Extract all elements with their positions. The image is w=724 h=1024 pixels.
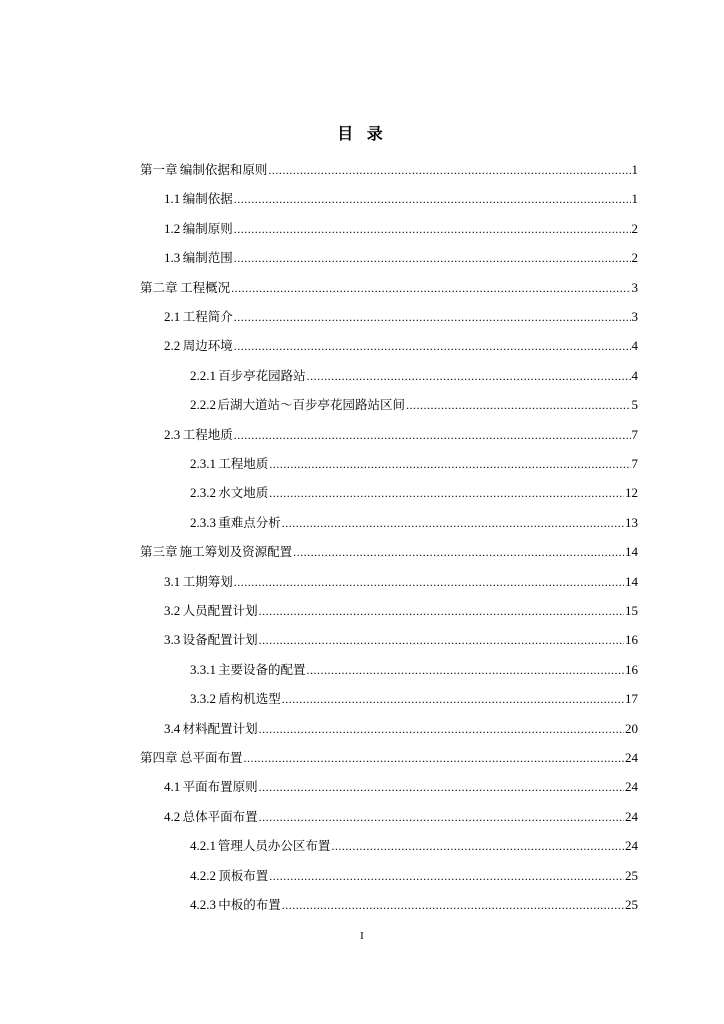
toc-entry-page: 14 [625,573,638,589]
toc-entry[interactable] [164,807,638,827]
toc-entry-title: 设备配置计划 [182,632,258,648]
toc-entry-number: 第三章 [140,544,178,560]
toc-entry[interactable] [164,630,638,650]
toc-entry-page: 24 [625,779,638,795]
dot-leader [331,836,624,856]
dot-leader [234,307,631,327]
toc-entry-page: 1 [631,191,638,207]
toc-entry-title: 工程概况 [180,279,231,295]
toc-entry-title: 主要设备的配置 [218,661,306,677]
toc-entry-page: 16 [625,632,638,648]
toc-entry-title: 编制原则 [182,220,233,236]
toc-entry-title: 重难点分析 [218,514,281,530]
dot-leader [259,630,624,650]
toc-entry-number: 4.2.2 [190,867,216,883]
toc-entry-title: 工程简介 [182,309,233,324]
toc-entry-page: 2 [631,250,638,266]
toc-entry-number: 第一章 [140,162,178,177]
toc-entry-page: 24 [625,838,638,854]
toc-entry-title: 水文地质 [218,485,269,501]
dot-leader [282,895,624,915]
toc-entry-title: 工程地质 [182,426,233,442]
toc-entry-number: 2.1 [164,309,181,324]
dot-leader [269,483,624,503]
toc-entry[interactable] [190,895,638,915]
toc-entry-page: 12 [625,485,638,501]
toc-entry-page: 25 [625,897,638,912]
toc-entry-title: 材料配置计划 [182,720,258,736]
dot-leader [268,160,630,180]
toc-entry-title: 中板的布置 [218,897,281,912]
toc-entry-title: 编制范围 [182,250,233,266]
dot-leader [282,513,624,533]
toc-entry-number: 4.2.3 [190,897,216,912]
toc-entry-number: 3.3 [164,632,181,648]
toc-entry-number: 2.3.2 [190,485,216,501]
dot-leader [259,807,624,827]
toc-entry-number: 第二章 [140,279,178,295]
toc-entry-title: 人员配置计划 [182,603,258,618]
toc-entry-number: 3.2 [164,603,181,618]
toc-entry[interactable] [140,748,638,768]
toc-entry-number: 2.3 [164,426,181,442]
toc-entry-page: 4 [631,338,638,354]
toc-entry-page: 24 [625,808,638,824]
dot-leader [234,572,624,592]
toc-entry[interactable] [164,248,638,268]
toc-entry[interactable] [164,601,638,621]
toc-entry-title: 管理人员办公区布置 [217,838,331,854]
toc-entry[interactable] [190,689,638,709]
toc-entry-page: 5 [631,397,638,413]
toc-entry-title: 总平面布置 [179,750,243,765]
toc-entry[interactable] [140,160,638,180]
toc-entry-number: 2.2.1 [190,367,216,383]
toc-entry-page: 1 [631,162,638,177]
toc-title: 目 录 [337,124,387,143]
toc-entry-page: 14 [625,544,638,560]
toc-entry[interactable] [190,660,638,680]
toc-entry[interactable] [164,336,638,356]
toc-entry[interactable] [190,513,638,533]
toc-entry-page: 13 [625,514,638,530]
toc-entry-number: 1.1 [164,191,181,207]
dot-leader [259,777,624,797]
toc-entry-title: 后湖大道站～百步亭花园路站区间 [217,397,405,413]
dot-leader [243,748,624,768]
toc-entry-number: 第四章 [140,750,178,765]
dot-leader [269,866,624,886]
toc-entry-number: 2.3.1 [190,456,216,471]
toc-entry[interactable] [190,395,638,415]
toc-entry-number: 3.3.2 [190,691,216,707]
dot-leader [307,660,624,680]
toc-entry-number: 1.3 [164,250,181,266]
toc-entry[interactable] [190,483,638,503]
toc-entry[interactable] [164,219,638,239]
toc-entry-title: 总体平面布置 [182,808,258,824]
toc-entry-number: 1.2 [164,220,181,236]
toc-entry[interactable] [164,189,638,209]
toc-entry-title: 盾构机选型 [218,691,281,707]
toc-entry-page: 7 [631,426,638,442]
toc-entry[interactable] [190,366,638,386]
toc-entry-title: 平面布置原则 [182,779,258,795]
toc-entry-title: 施工筹划及资源配置 [179,544,293,560]
toc-entry-title: 编制依据和原则 [179,162,268,177]
dot-leader [259,601,624,621]
toc-entry-page: 24 [625,750,638,765]
dot-leader [269,454,630,474]
toc-entry[interactable] [164,719,638,739]
toc-entry-page: 7 [631,456,638,471]
toc-entry-page: 15 [625,603,638,618]
toc-entry-number: 4.2.1 [190,838,216,854]
dot-leader [234,189,631,209]
dot-leader [406,395,631,415]
toc-entry-page: 4 [631,367,638,383]
toc-entry[interactable] [140,542,638,562]
toc-entry-page: 2 [631,220,638,236]
page-number: I [360,930,364,942]
toc-entry-number: 3.4 [164,720,181,736]
toc-entry[interactable] [164,425,638,445]
toc-entry-page: 3 [631,279,638,295]
toc-entry-number: 3.3.1 [190,661,216,677]
dot-leader [234,425,631,445]
dot-leader [234,336,631,356]
toc-entry[interactable] [164,307,638,327]
toc-entry-title: 百步亭花园路站 [218,367,306,383]
toc-entry-number: 2.3.3 [190,514,216,530]
toc-entry-page: 3 [631,309,638,324]
toc-entry-page: 16 [625,661,638,677]
toc-entry-title: 周边环境 [182,338,233,354]
toc-entry[interactable] [190,866,638,886]
dot-leader [234,248,631,268]
toc-entry-page: 17 [625,691,638,707]
dot-leader [282,689,624,709]
toc-entry-title: 编制依据 [182,191,233,207]
toc-entry-number: 3.1 [164,573,181,589]
toc-entry-page: 20 [625,720,638,736]
toc-entry[interactable] [164,572,638,592]
toc-entry[interactable] [164,777,638,797]
toc-entry[interactable] [140,278,638,298]
toc-entry-number: 4.1 [164,779,181,795]
toc-entry-title: 顶板布置 [218,867,269,883]
toc-entry-title: 工程地质 [218,456,269,471]
toc-entry[interactable] [190,836,638,856]
toc-entry-number: 2.2.2 [190,397,216,413]
toc-entry[interactable] [190,454,638,474]
toc-entry-number: 4.2 [164,808,181,824]
toc-entry-number: 2.2 [164,338,181,354]
toc-entry-title: 工期筹划 [182,573,233,589]
dot-leader [259,719,624,739]
dot-leader [293,542,624,562]
dot-leader [231,278,630,298]
dot-leader [307,366,631,386]
dot-leader [234,219,631,239]
toc-entry-page: 25 [625,867,638,883]
